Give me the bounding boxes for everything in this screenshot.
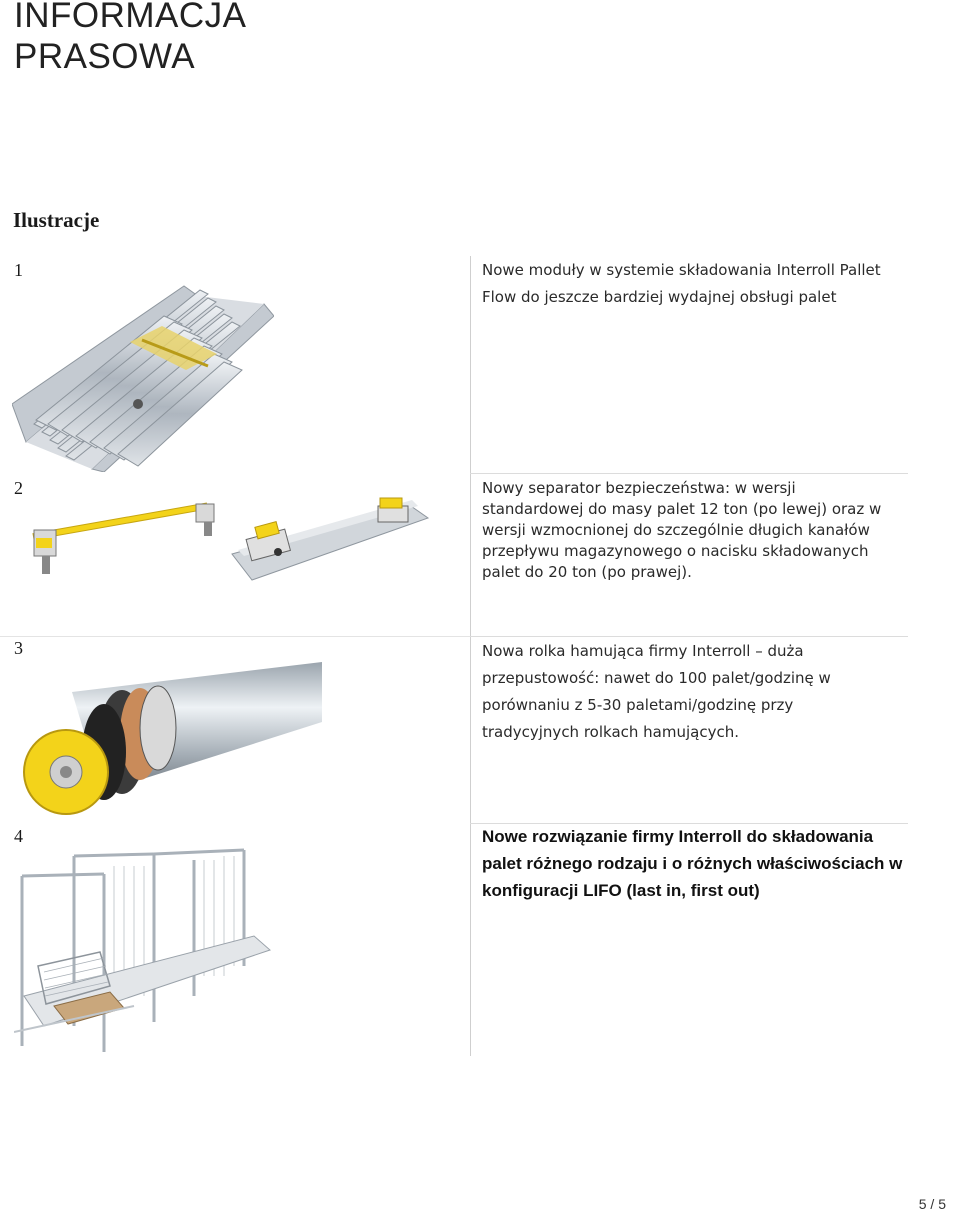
page-number: 5 / 5 [918, 1196, 946, 1212]
pallet-flow-module-illustration [12, 284, 274, 472]
item-caption-1 [482, 257, 912, 311]
column-divider [470, 256, 471, 1056]
item-caption-4 [482, 823, 912, 904]
caption-line: porównaniu z 5-30 paletami/godzinę przy [482, 696, 794, 714]
caption-line: przepustowość: nawet do 100 palet/godzinę w [482, 669, 831, 687]
caption-line: Nowy separator bezpieczeństwa: w wersji [482, 479, 796, 497]
row-divider-2-left [0, 636, 470, 637]
document-title-line-1: INFORMACJA [14, 0, 247, 35]
caption-line: wersji wzmocnionej do szczególnie długich kanałów [482, 521, 870, 539]
caption-line: palet do 20 ton (po prawej). [482, 563, 692, 581]
caption-line: przepływu magazynowego o nacisku składowanych [482, 542, 869, 560]
brake-roller-illustration [12, 662, 322, 822]
item-caption-3 [482, 638, 912, 746]
row-divider-2 [470, 636, 908, 637]
caption-line: Nowe rozwiązanie firmy Interroll do składowania [482, 827, 874, 846]
item-number: 4 [14, 826, 23, 846]
caption-line: Nowa rolka hamująca firmy Interroll – duża [482, 642, 804, 660]
caption-line: palet różnego rodzaju i o różnych właściwościach w [482, 854, 903, 873]
item-caption-2 [482, 478, 912, 583]
caption-line: konfiguracji LIFO (last in, first out) [482, 881, 760, 900]
section-heading: Ilustracje [13, 208, 100, 232]
item-number: 2 [14, 478, 23, 498]
caption-line: Nowe moduły w systemie składowania Interroll Pallet [482, 261, 881, 279]
item-number: 1 [14, 260, 23, 280]
lifo-pallet-storage-illustration [14, 846, 276, 1056]
standard-safety-separator-illustration [22, 500, 222, 580]
caption-line: standardowej do masy palet 12 ton (po lewej) oraz w [482, 500, 882, 518]
item-number: 3 [14, 638, 23, 658]
row-divider-1 [470, 473, 908, 474]
caption-line: tradycyjnych rolkach hamujących. [482, 723, 739, 741]
reinforced-safety-separator-illustration [228, 494, 434, 584]
document-title-line-2: PRASOWA [14, 37, 196, 76]
caption-line: Flow do jeszcze bardziej wydajnej obsługi palet [482, 288, 837, 306]
